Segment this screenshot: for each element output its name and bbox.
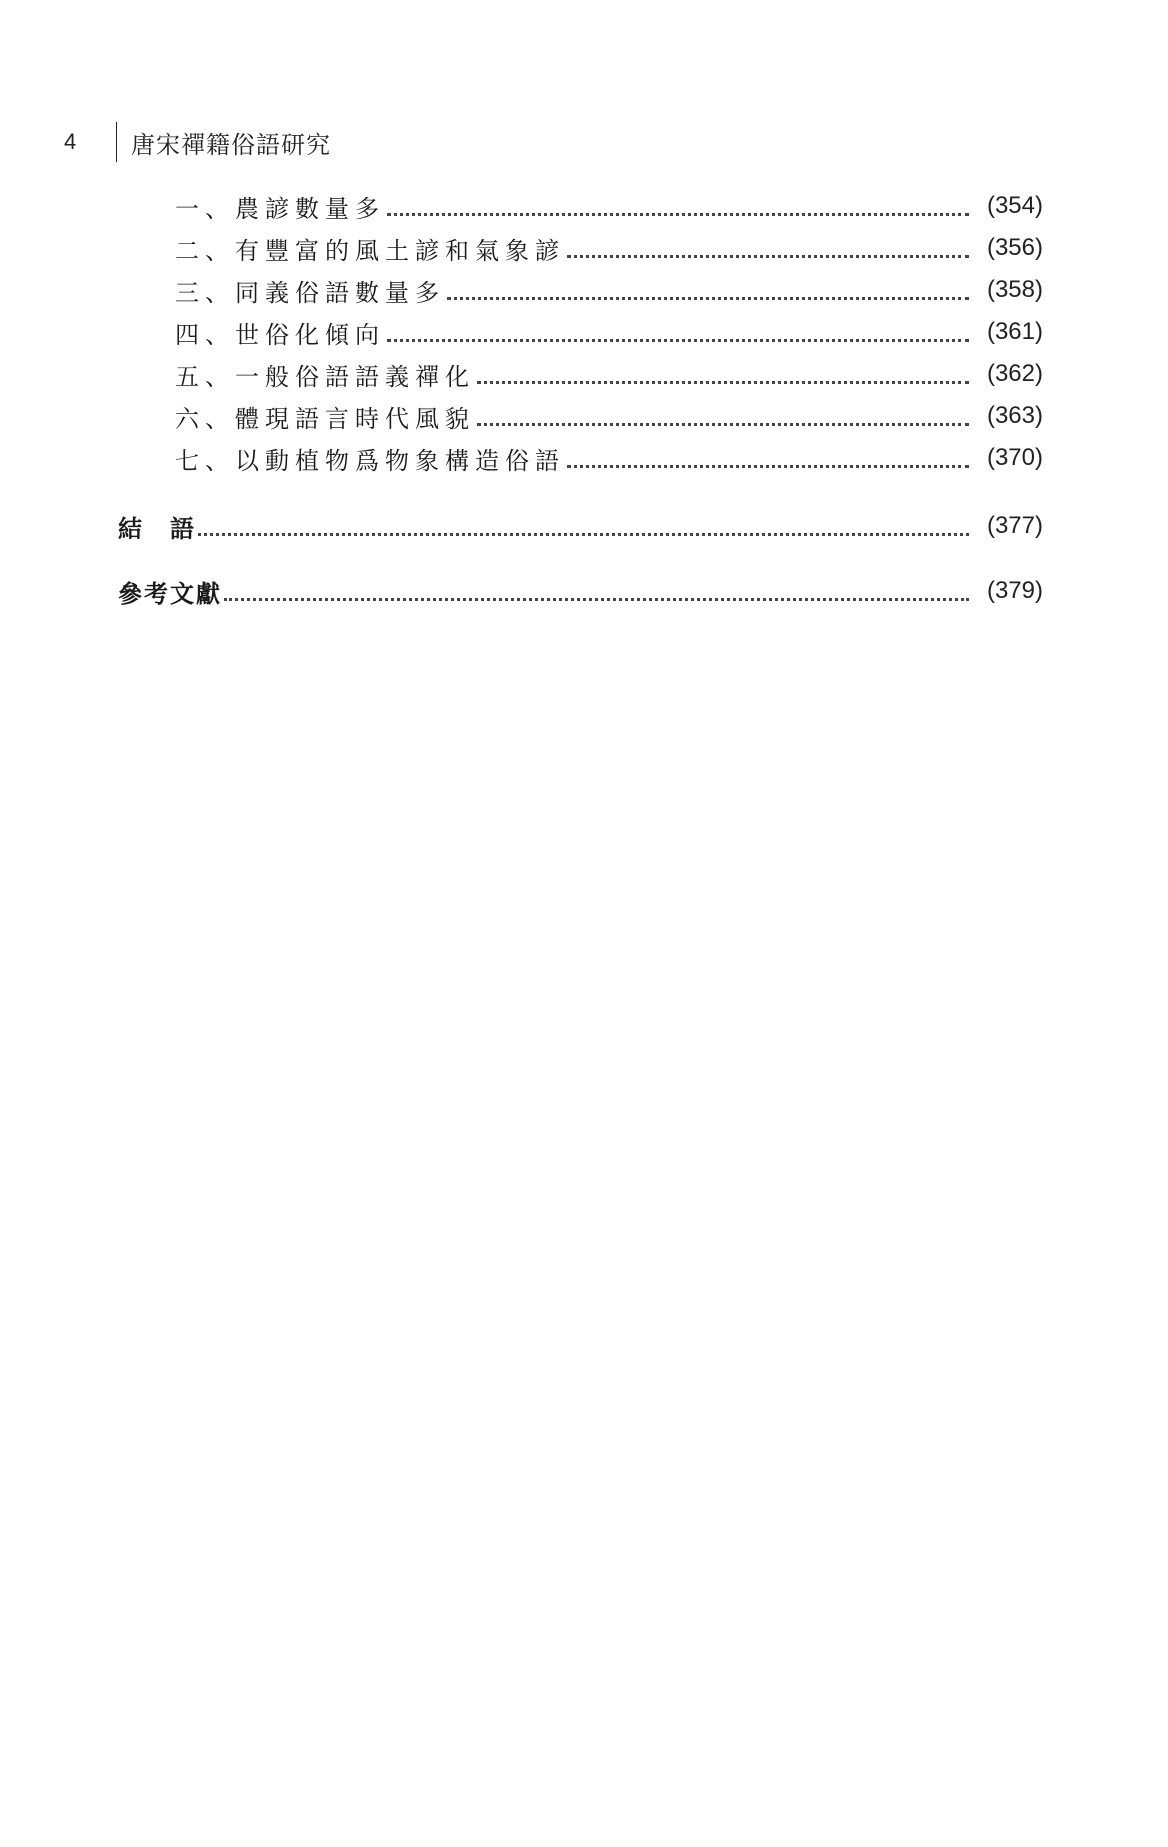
dot-leader — [198, 517, 969, 536]
toc-entry-page: (358) — [986, 276, 1043, 303]
toc-entry-page: (363) — [986, 402, 1043, 429]
toc-entry-page: (377) — [986, 512, 1043, 539]
dot-leader — [224, 582, 969, 601]
toc-entry-page: (356) — [986, 234, 1043, 261]
toc-entry-page: (361) — [986, 318, 1043, 345]
toc-entry-page: (362) — [986, 360, 1043, 387]
page-number: 4 — [64, 129, 77, 154]
toc-entry — [175, 230, 1043, 266]
toc-entry-label: 參考文獻 — [118, 579, 222, 608]
toc-entry-label: 三、同義俗語數量多 — [175, 278, 445, 307]
dot-leader — [567, 449, 969, 468]
toc-entry-label: 七、以動植物爲物象構造俗語 — [175, 446, 565, 475]
toc-entry-label: 一、農諺數量多 — [175, 194, 385, 223]
toc-entry-page: (370) — [986, 444, 1043, 471]
toc-entry-page: (379) — [986, 577, 1043, 604]
dot-leader — [477, 365, 969, 384]
toc-entry-label: 二、有豐富的風土諺和氣象諺 — [175, 236, 565, 265]
toc-entry — [175, 398, 1043, 434]
toc-entry-label: 六、體現語言時代風貌 — [175, 404, 475, 433]
toc-entry-label: 結 語 — [118, 514, 196, 543]
dot-leader — [447, 281, 969, 300]
running-header — [64, 122, 331, 162]
toc-entry — [175, 272, 1043, 308]
toc-chapter-entry — [118, 573, 1043, 609]
dot-leader — [387, 197, 969, 216]
running-title: 唐宋禪籍俗語研究 — [131, 131, 331, 159]
toc-entry — [175, 440, 1043, 476]
toc-entry — [175, 188, 1043, 224]
toc-entry-label: 五、一般俗語語義禪化 — [175, 362, 475, 391]
toc-chapter-entry — [118, 508, 1043, 544]
header-divider — [116, 122, 117, 162]
toc-entry-page: (354) — [986, 192, 1043, 219]
toc-entry-label: 四、世俗化傾向 — [175, 320, 385, 349]
toc-entry — [175, 314, 1043, 350]
dot-leader — [387, 323, 969, 342]
toc-entry — [175, 356, 1043, 392]
dot-leader — [567, 239, 969, 258]
dot-leader — [477, 407, 969, 426]
